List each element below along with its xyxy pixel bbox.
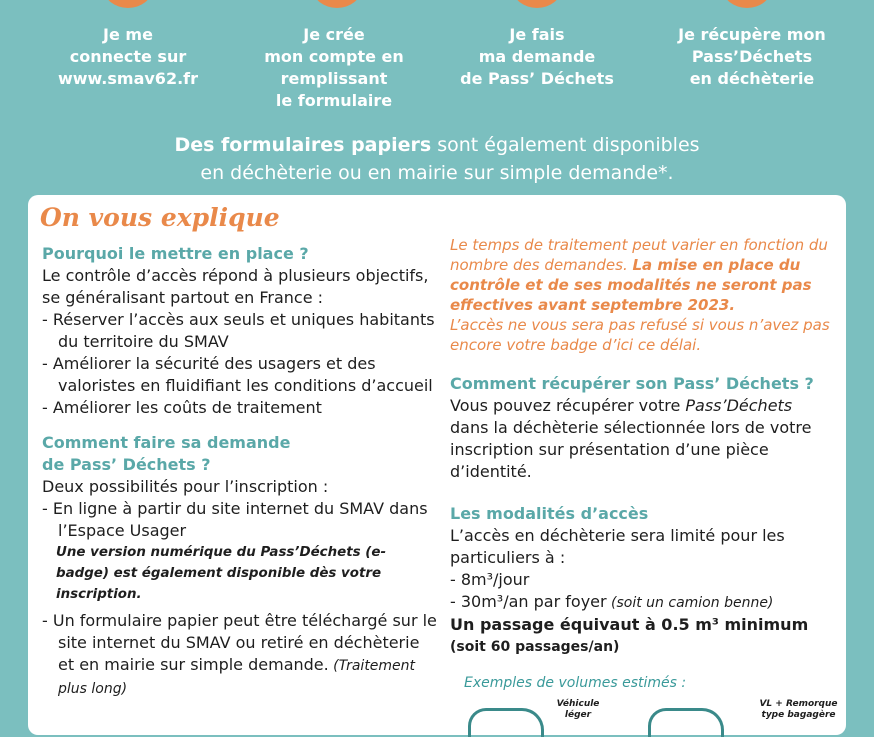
step-4 bbox=[652, 24, 852, 90]
step-line: en déchèterie bbox=[689, 69, 815, 88]
car-icon bbox=[468, 708, 544, 737]
how-intro: Deux possibilités pour l’inscription : bbox=[42, 477, 329, 496]
step-2-icon bbox=[313, 0, 361, 8]
access-limit-year-note: (soit un camion benne) bbox=[606, 595, 774, 611]
access-title: Les modalités d’accès bbox=[450, 504, 649, 523]
step-link[interactable]: www.smav62.fr bbox=[57, 69, 198, 88]
retrieve-text-italic: Pass’Déchets bbox=[685, 396, 793, 415]
paper-forms-text: sont également disponibles bbox=[431, 134, 700, 156]
car-trailer-label: VL + Remorque type bagagère bbox=[759, 699, 838, 720]
access-limit-day: - 8m³/jour bbox=[450, 570, 530, 589]
step-1-icon bbox=[104, 0, 152, 8]
car-trailer-icon bbox=[648, 708, 724, 737]
step-line: connecte sur bbox=[69, 47, 187, 66]
paper-forms-notice bbox=[0, 131, 874, 187]
retrieve-title: Comment récupérer son Pass’ Déchets ? bbox=[450, 374, 814, 393]
step-3 bbox=[437, 24, 637, 90]
explanation-panel bbox=[28, 195, 846, 735]
step-line: le formulaire bbox=[275, 91, 393, 110]
why-item: - Améliorer la sécurité des usagers et des valoristes en fluidifiant les conditions d’accueil bbox=[42, 354, 433, 395]
step-line: remplissant bbox=[280, 69, 388, 88]
step-line: Je me bbox=[103, 25, 153, 44]
step-line: Pass’Déchets bbox=[691, 47, 813, 66]
how-item-online: - En ligne à partir du site internet du SMAV dans l’Espace Usager bbox=[42, 499, 428, 540]
panel-heading: On vous explique bbox=[40, 203, 280, 232]
step-line: Je récupère mon bbox=[678, 25, 826, 44]
why-title: Pourquoi le mettre en place ? bbox=[42, 244, 309, 263]
why-item: - Améliorer les coûts de traitement bbox=[42, 398, 322, 417]
processing-bold: La mise en place du contrôle et de ses modalités ne seront pas effectives avant septembre 2023. bbox=[450, 256, 812, 314]
how-item-paper-text: - Un formulaire papier peut être téléchargé sur le site internet du SMAV ou retiré en déchèterie et en mairie sur simple demande. bbox=[42, 611, 437, 674]
right-column bbox=[450, 235, 835, 694]
step-line: mon compte en bbox=[264, 47, 404, 66]
step-line: ma demande bbox=[478, 47, 596, 66]
access-limit-year bbox=[450, 591, 835, 614]
examples-title: Exemples de volumes estimés : bbox=[464, 675, 687, 691]
why-intro: Le contrôle d’accès répond à plusieurs objectifs, se généralisant partout en France : bbox=[42, 266, 429, 307]
processing-text: Le temps de traitement peut varier en fonction du nombre des demandes. bbox=[450, 236, 828, 274]
step-4-icon bbox=[723, 0, 771, 8]
step-line: de Pass’ Déchets bbox=[460, 69, 614, 88]
passage-rule: Un passage équivaut à 0.5 m³ minimum bbox=[450, 615, 809, 634]
access-limit-year-text: - 30m³/an par foyer bbox=[450, 592, 607, 611]
how-title-2: de Pass’ Déchets ? bbox=[42, 455, 211, 474]
how-title-1: Comment faire sa demande bbox=[42, 433, 291, 452]
step-line: Je fais bbox=[509, 25, 565, 44]
passage-rule-note: (soit 60 passages/an) bbox=[450, 639, 620, 655]
step-line: Je crée bbox=[303, 25, 365, 44]
left-column bbox=[42, 243, 437, 700]
how-item-paper-note: (Traitement plus long) bbox=[58, 658, 416, 697]
how-item-paper bbox=[42, 610, 437, 700]
badge-notice: L’accès ne vous sera pas refusé si vous n’avez pas encore votre badge d’ici ce délai. bbox=[450, 316, 830, 354]
retrieve-text bbox=[450, 395, 835, 483]
why-item: - Réserver l’accès aux seuls et uniques habitants du territoire du SMAV bbox=[42, 310, 435, 351]
paper-forms-line2: en déchèterie ou en mairie sur simple demande*. bbox=[200, 162, 674, 184]
retrieve-text-b: dans la déchèterie sélectionnée lors de votre inscription sur présentation d’une pièce d’identité. bbox=[450, 418, 812, 481]
how-item-online-note: Une version numérique du Pass’Déchets (e-badge) est également disponible dès votre inscription. bbox=[56, 545, 387, 602]
retrieve-text-a: Vous pouvez récupérer votre bbox=[450, 396, 686, 415]
step-3-icon bbox=[513, 0, 561, 8]
processing-notice bbox=[450, 235, 835, 315]
car-label: Véhicule léger bbox=[556, 699, 600, 720]
step-2 bbox=[234, 24, 434, 112]
paper-forms-bold: Des formulaires papiers bbox=[174, 134, 432, 156]
access-intro: L’accès en déchèterie sera limité pour les particuliers à : bbox=[450, 526, 785, 567]
step-1 bbox=[28, 24, 228, 90]
